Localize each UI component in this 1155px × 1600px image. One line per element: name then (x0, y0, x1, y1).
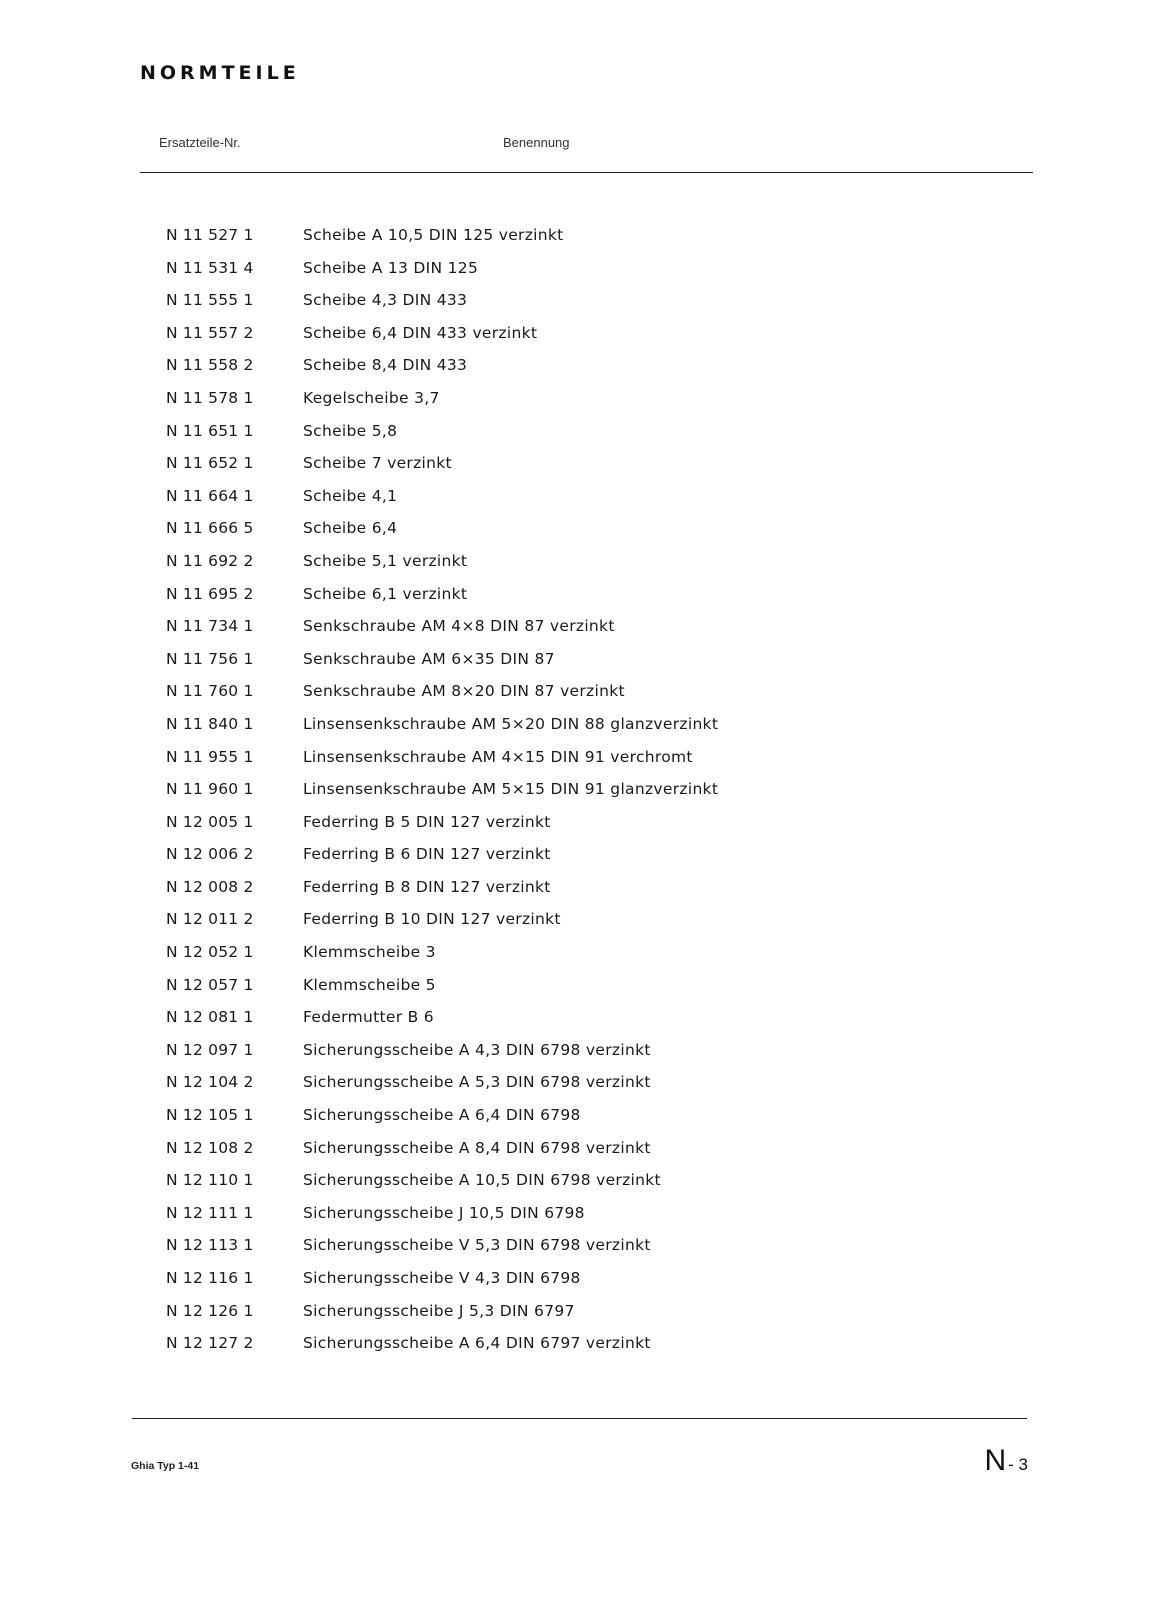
table-row (0, 748, 1155, 781)
part-number: N 11 558 2 (166, 356, 254, 375)
part-number: N 12 057 1 (166, 975, 254, 994)
table-row (0, 910, 1155, 943)
table-row (0, 682, 1155, 715)
part-number: N 11 760 1 (166, 682, 254, 701)
part-number: N 12 006 2 (166, 845, 254, 864)
part-designation: Sicherungsscheibe A 6,4 DIN 6797 verzinkt (303, 1334, 651, 1353)
table-row (0, 552, 1155, 585)
table-row (0, 422, 1155, 455)
part-designation: Linsensenkschraube AM 5×20 DIN 88 glanzverzinkt (303, 714, 719, 733)
part-designation: Federring B 6 DIN 127 verzinkt (303, 845, 551, 864)
part-number: N 11 756 1 (166, 649, 254, 668)
table-row (0, 650, 1155, 683)
table-row (0, 715, 1155, 748)
part-designation: Senkschraube AM 6×35 DIN 87 (303, 649, 555, 668)
table-row (0, 1204, 1155, 1237)
part-number: N 12 052 1 (166, 943, 254, 962)
table-row (0, 845, 1155, 878)
part-designation: Scheibe 4,1 (303, 486, 398, 505)
part-number: N 11 840 1 (166, 714, 254, 733)
part-designation: Sicherungsscheibe V 4,3 DIN 6798 (303, 1269, 581, 1287)
table-row (0, 1073, 1155, 1106)
table-row (0, 1171, 1155, 1204)
table-row (0, 585, 1155, 618)
part-designation: Sicherungsscheibe A 4,3 DIN 6798 verzinkt (303, 1040, 651, 1059)
table-row (0, 1041, 1155, 1074)
part-designation: Sicherungsscheibe A 10,5 DIN 6798 verzinkt (303, 1171, 661, 1190)
part-number: N 11 695 2 (166, 584, 254, 603)
part-designation: Federring B 5 DIN 127 verzinkt (303, 812, 551, 831)
part-number: N 11 692 2 (166, 551, 254, 570)
part-designation: Sicherungsscheibe V 5,3 DIN 6798 verzinkt (303, 1236, 651, 1255)
part-designation: Scheibe 6,4 (303, 519, 398, 538)
table-row (0, 943, 1155, 976)
part-designation: Scheibe 5,8 (303, 421, 398, 440)
part-number: N 11 664 1 (166, 486, 254, 505)
part-designation: Senkschraube AM 8×20 DIN 87 verzinkt (303, 682, 625, 701)
part-number: N 12 126 1 (166, 1301, 254, 1320)
table-row (0, 226, 1155, 259)
header-divider (140, 172, 1033, 173)
table-row (0, 1269, 1155, 1302)
part-designation: Sicherungsscheibe A 6,4 DIN 6798 (303, 1106, 581, 1125)
part-number: N 12 113 1 (166, 1236, 254, 1255)
part-number: N 12 104 2 (166, 1073, 254, 1092)
table-row (0, 487, 1155, 520)
table-row (0, 356, 1155, 389)
table-row (0, 324, 1155, 357)
part-designation: Scheibe 6,4 DIN 433 verzinkt (303, 323, 538, 342)
part-number: N 11 557 2 (166, 323, 254, 342)
part-number: N 11 578 1 (166, 388, 254, 407)
part-designation: Scheibe A 13 DIN 125 (303, 258, 479, 277)
part-number: N 12 105 1 (166, 1106, 254, 1125)
column-header-designation: Benennung (503, 135, 570, 150)
part-designation: Kegelscheibe 3,7 (303, 388, 440, 407)
table-row (0, 1008, 1155, 1041)
part-designation: Scheibe 4,3 DIN 433 (303, 291, 468, 310)
column-header-part-number: Ersatzteile-Nr. (159, 135, 241, 150)
part-number: N 12 110 1 (166, 1171, 254, 1190)
part-designation: Linsensenkschraube AM 5×15 DIN 91 glanzverzinkt (303, 780, 719, 799)
part-designation: Klemmscheibe 3 (303, 943, 436, 962)
part-designation: Klemmscheibe 5 (303, 975, 436, 994)
table-row (0, 1334, 1155, 1367)
table-row (0, 976, 1155, 1009)
part-number: N 12 008 2 (166, 877, 254, 896)
part-number: N 11 666 5 (166, 519, 254, 538)
table-row (0, 1302, 1155, 1335)
part-number: N 11 555 1 (166, 291, 254, 310)
page-number (984, 1444, 1028, 1478)
part-number: N 12 011 2 (166, 910, 254, 929)
part-designation: Linsensenkschraube AM 4×15 DIN 91 verchromt (303, 747, 693, 766)
part-designation: Federring B 8 DIN 127 verzinkt (303, 877, 551, 896)
table-row (0, 813, 1155, 846)
table-row (0, 617, 1155, 650)
table-row (0, 1106, 1155, 1139)
part-number: N 11 652 1 (166, 454, 254, 473)
page-title: NORMTEILE (140, 62, 300, 84)
part-designation: Sicherungsscheibe J 5,3 DIN 6797 (303, 1301, 575, 1320)
table-row (0, 454, 1155, 487)
part-number: N 12 127 2 (166, 1334, 254, 1353)
part-designation: Sicherungsscheibe A 5,3 DIN 6798 verzinkt (303, 1073, 651, 1092)
footer-divider (132, 1418, 1027, 1419)
table-row (0, 259, 1155, 292)
part-designation: Sicherungsscheibe A 8,4 DIN 6798 verzinkt (303, 1138, 651, 1157)
part-designation: Sicherungsscheibe J 10,5 DIN 6798 (303, 1203, 585, 1222)
table-row (0, 389, 1155, 422)
part-designation: Federring B 10 DIN 127 verzinkt (303, 910, 561, 929)
table-row (0, 519, 1155, 552)
page-number-letter: N (984, 1444, 1007, 1477)
part-number: N 12 005 1 (166, 812, 254, 831)
part-number: N 12 081 1 (166, 1008, 254, 1027)
part-designation: Scheibe 8,4 DIN 433 (303, 356, 468, 375)
part-designation: Scheibe A 10,5 DIN 125 verzinkt (303, 226, 564, 244)
page-number-suffix: - 3 (1008, 1455, 1028, 1474)
table-row (0, 1139, 1155, 1172)
part-designation: Scheibe 5,1 verzinkt (303, 551, 468, 570)
part-number: N 12 097 1 (166, 1040, 254, 1059)
table-row (0, 1236, 1155, 1269)
footer-model: Ghia Typ 1-41 (131, 1460, 200, 1472)
part-designation: Senkschraube AM 4×8 DIN 87 verzinkt (303, 617, 615, 636)
part-number: N 12 111 1 (166, 1203, 254, 1222)
part-number: N 12 116 1 (166, 1269, 254, 1287)
part-number: N 11 531 4 (166, 258, 254, 277)
part-number: N 11 960 1 (166, 780, 254, 799)
part-designation: Scheibe 6,1 verzinkt (303, 584, 468, 603)
part-designation: Federmutter B 6 (303, 1008, 434, 1027)
part-number: N 11 955 1 (166, 747, 254, 766)
table-row (0, 878, 1155, 911)
table-row (0, 291, 1155, 324)
part-number: N 11 527 1 (166, 226, 254, 244)
part-number: N 12 108 2 (166, 1138, 254, 1157)
part-designation: Scheibe 7 verzinkt (303, 454, 452, 473)
part-number: N 11 651 1 (166, 421, 254, 440)
part-number: N 11 734 1 (166, 617, 254, 636)
table-row (0, 780, 1155, 813)
parts-list (0, 226, 1155, 1367)
